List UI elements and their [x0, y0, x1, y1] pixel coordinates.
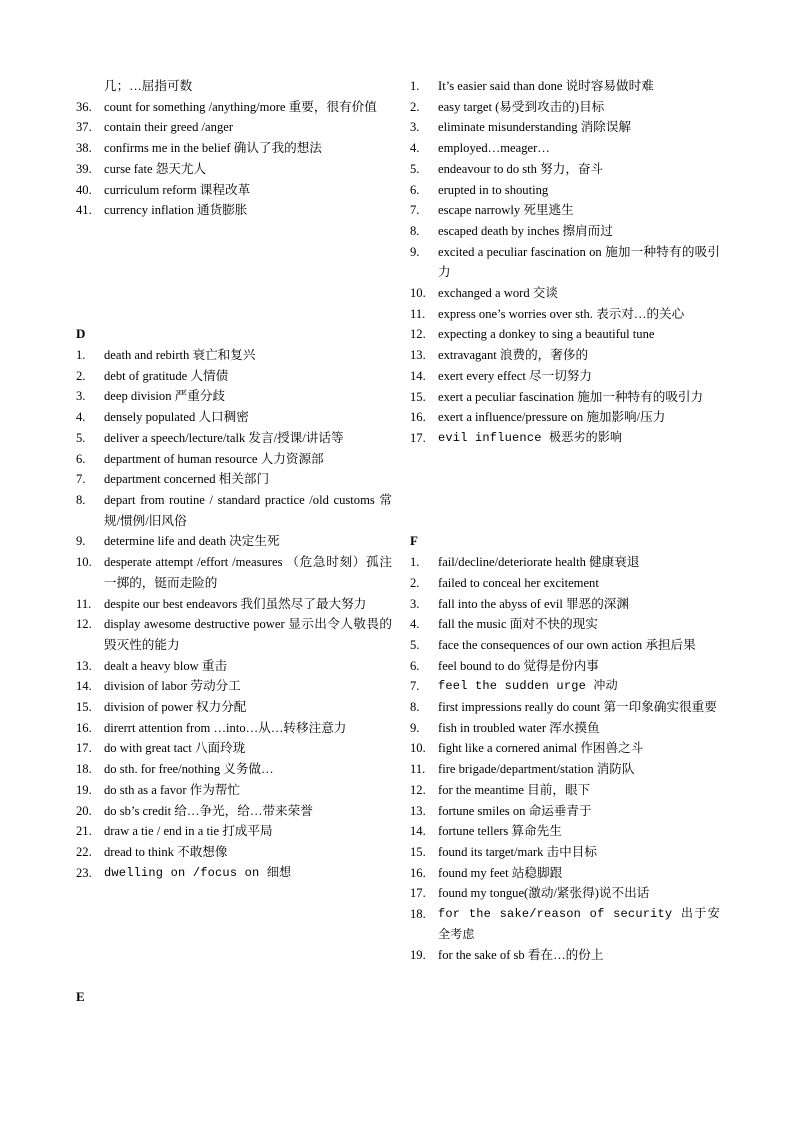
item-text: curriculum reform 课程改革 [104, 182, 251, 197]
item-text: deep division 严重分歧 [104, 389, 226, 404]
list-item [76, 490, 392, 531]
item-text: easy target (易受到攻击的)目标 [438, 99, 605, 114]
list-item [76, 407, 392, 428]
list-item [76, 552, 392, 593]
item-number: 13. [76, 658, 92, 673]
list-item [76, 531, 392, 552]
item-number: 6. [410, 658, 420, 673]
item-text: exert a influence/pressure on 施加影响/压力 [438, 410, 666, 425]
item-text: deliver a speech/lecture/talk 发言/授课/讲话等 [104, 430, 344, 445]
item-text: for the sake/reason of security 出于安全考虑 [438, 907, 720, 942]
right-column [410, 76, 720, 966]
list-item [76, 656, 392, 677]
item-text: evil influence 极恶劣的影响 [438, 430, 623, 445]
item-number: 37. [76, 120, 92, 135]
item-number: 20. [76, 803, 92, 818]
item-text: fire brigade/department/station 消防队 [438, 762, 635, 777]
list-item [410, 718, 720, 739]
item-text: dwelling on /focus on 细想 [104, 865, 292, 880]
item-number: 15. [410, 844, 426, 859]
item-number: 3. [76, 389, 86, 404]
list-item [410, 387, 720, 408]
item-number: 15. [410, 389, 426, 404]
item-number: 2. [410, 99, 420, 114]
section-f-list [410, 552, 720, 966]
item-number: 10. [410, 741, 426, 756]
item-text: draw a tie / end in a tie 打成平局 [104, 824, 273, 839]
item-text: erupted in to shouting [438, 182, 549, 197]
item-number: 14. [76, 679, 92, 694]
item-number: 1. [410, 79, 420, 93]
list-item [410, 366, 720, 387]
item-number: 22. [76, 844, 92, 859]
section-heading-d: D [76, 326, 86, 342]
list-item [410, 594, 720, 615]
item-text: do with great tact 八面玲珑 [104, 741, 246, 756]
item-number: 11. [410, 762, 426, 777]
list-item [410, 780, 720, 801]
list-item [410, 304, 720, 325]
item-text: escape narrowly 死里逃生 [438, 203, 574, 218]
list-item [76, 117, 392, 138]
item-number: 19. [410, 948, 426, 963]
list-item [76, 801, 392, 822]
list-item [76, 759, 392, 780]
section-d-list [76, 345, 392, 883]
item-number: 14. [410, 824, 426, 839]
item-number: 15. [76, 700, 92, 715]
item-text: for the sake of sb 看在…的份上 [438, 948, 604, 963]
item-number: 8. [410, 223, 420, 238]
item-number: 3. [410, 596, 420, 611]
spacer [410, 490, 720, 511]
item-number: 7. [410, 203, 420, 218]
spacer [76, 221, 392, 242]
list-item [410, 656, 720, 677]
list-item [76, 469, 392, 490]
list-item [410, 428, 720, 449]
list-item [410, 159, 720, 180]
item-text: curse fate 怨天尤人 [104, 161, 207, 176]
item-text: It’s easier said than done 说时容易做时难 [438, 79, 654, 93]
item-text: express one’s worries over sth. 表示对…的关心 [438, 306, 685, 321]
list-item [76, 594, 392, 615]
item-text: department of human resource 人力资源部 [104, 451, 324, 466]
item-number: 5. [76, 430, 86, 445]
list-item [76, 780, 392, 801]
list-item [76, 821, 392, 842]
list-item [410, 324, 720, 345]
item-text: eliminate misunderstanding 消除误解 [438, 120, 632, 135]
item-number: 40. [76, 182, 92, 197]
list-item [410, 345, 720, 366]
item-number: 9. [410, 720, 420, 735]
list-item [76, 76, 392, 97]
item-number: 5. [410, 637, 420, 652]
item-number: 19. [76, 782, 92, 797]
spacer [76, 283, 392, 304]
item-text: fortune smiles on 命运垂青于 [438, 803, 592, 818]
item-number: 16. [410, 410, 426, 425]
item-text: fall the music 面对不快的现实 [438, 617, 598, 632]
item-number: 17. [410, 430, 426, 445]
item-number: 2. [76, 368, 86, 383]
item-text: feel bound to do 觉得是份内事 [438, 658, 599, 673]
list-item [410, 97, 720, 118]
item-text: dread to think 不敢想像 [104, 844, 228, 859]
item-number: 11. [410, 306, 426, 321]
list-item [76, 449, 392, 470]
item-text: do sth as a favor 作为帮忙 [104, 782, 241, 797]
item-text: fail/decline/deteriorate health 健康衰退 [438, 555, 640, 570]
list-item [410, 821, 720, 842]
list-item [76, 718, 392, 739]
item-number: 17. [410, 886, 426, 901]
section-c-tail [76, 76, 392, 221]
item-number: 18. [410, 907, 426, 922]
item-text: found my tongue(激动/紧张得)说不出话 [438, 886, 650, 901]
item-text: fortune tellers 算命先生 [438, 824, 562, 839]
item-text: expecting a donkey to sing a beautiful tune [438, 327, 655, 342]
item-text: found its target/mark 击中目标 [438, 844, 597, 859]
spacer [76, 904, 392, 925]
item-text: extravagant 浪费的，奢侈的 [438, 348, 589, 363]
item-text: densely populated 人口稠密 [104, 410, 249, 425]
list-item [410, 945, 720, 966]
item-text: division of power 权力分配 [104, 700, 247, 715]
spacer [410, 469, 720, 490]
spacer [76, 945, 392, 966]
list-item [410, 614, 720, 635]
item-text: depart from routine / standard practice /old customs 常规/惯例/旧风俗 [104, 492, 392, 528]
item-text: determine life and death 决定生死 [104, 534, 280, 549]
item-number: 12. [410, 327, 426, 342]
item-number: 6. [410, 182, 420, 197]
left-column [76, 76, 392, 1007]
item-number: 8. [76, 492, 86, 507]
item-text: exert a peculiar fascination 施加一种特有的吸引力 [438, 389, 704, 404]
list-item [76, 428, 392, 449]
item-text: do sth. for free/nothing 义务做… [104, 762, 274, 777]
list-item [410, 883, 720, 904]
list-item [76, 138, 392, 159]
list-item [410, 552, 720, 573]
item-number: 17. [76, 741, 92, 756]
spacer [410, 449, 720, 470]
item-number: 1. [410, 555, 420, 570]
item-text: display awesome destructive power 显示出令人敬畏的毁灭性的能力 [104, 617, 392, 652]
item-text: direrrt attention from …into…从…转移注意力 [104, 720, 347, 735]
list-item [410, 801, 720, 822]
item-number: 1. [76, 348, 86, 363]
item-number: 12. [410, 782, 426, 797]
list-item [410, 904, 720, 945]
item-number: 16. [410, 865, 426, 880]
item-number: 8. [410, 700, 420, 715]
item-number: 11. [76, 596, 92, 611]
item-number: 3. [410, 120, 420, 135]
item-number: 36. [76, 99, 92, 114]
spacer [76, 242, 392, 263]
item-number: 4. [410, 141, 420, 156]
item-text: debt of gratitude 人情债 [104, 368, 229, 383]
item-number: 18. [76, 762, 92, 777]
list-item [76, 180, 392, 201]
item-number: 4. [410, 617, 420, 632]
item-text: exchanged a word 交谈 [438, 286, 558, 301]
list-item [410, 573, 720, 594]
item-number: 7. [410, 679, 420, 694]
item-text: despite our best endeavors 我们虽然尽了最大努力 [104, 596, 367, 611]
item-text: division of labor 劳动分工 [104, 679, 241, 694]
list-item [76, 842, 392, 863]
item-text: for the meantime 目前，眼下 [438, 782, 591, 797]
list-item [410, 200, 720, 221]
list-item [76, 614, 392, 655]
list-item [410, 138, 720, 159]
item-text: exert every effect 尽一切努力 [438, 368, 592, 383]
list-item [76, 366, 392, 387]
item-text: 几；…屈指可数 [104, 79, 193, 93]
item-text: confirms me in the belief 确认了我的想法 [104, 141, 322, 156]
item-text: found my feet 站稳脚跟 [438, 865, 563, 880]
item-text: count for something /anything/more 重要，很有价值 [104, 99, 377, 114]
section-heading-f: F [410, 533, 418, 549]
item-text: failed to conceal her excitement [438, 575, 599, 590]
item-number: 4. [76, 410, 86, 425]
item-text: contain their greed /anger [104, 120, 234, 135]
list-item [410, 863, 720, 884]
list-item [76, 697, 392, 718]
list-item [76, 676, 392, 697]
list-item [410, 759, 720, 780]
list-item [410, 676, 720, 697]
item-number: 2. [410, 575, 420, 590]
list-item [76, 738, 392, 759]
list-item [410, 697, 720, 718]
list-item [410, 221, 720, 242]
list-item [410, 635, 720, 656]
spacer [76, 966, 392, 987]
list-item [76, 200, 392, 221]
section-e-list [410, 76, 720, 449]
item-text: escaped death by inches 擦肩而过 [438, 223, 613, 238]
item-number: 21. [76, 824, 92, 839]
item-text: excited a peculiar fascination on 施加一种特有的吸引力 [438, 244, 720, 280]
item-number: 10. [76, 555, 92, 570]
item-text: endeavour to do sth 努力，奋斗 [438, 161, 604, 176]
list-item [410, 738, 720, 759]
spacer [76, 304, 392, 325]
item-text: fish in troubled water 浑水摸鱼 [438, 720, 600, 735]
item-number: 10. [410, 286, 426, 301]
item-number: 13. [410, 803, 426, 818]
item-number: 13. [410, 348, 426, 363]
item-text: desperate attempt /effort /measures （危急时刻）孤注一掷的，铤而走险的 [104, 555, 392, 590]
list-item [76, 97, 392, 118]
spacer [76, 925, 392, 946]
spacer [410, 511, 720, 532]
list-item [410, 242, 720, 283]
list-item [410, 407, 720, 428]
item-number: 39. [76, 161, 92, 176]
item-number: 14. [410, 368, 426, 383]
item-text: do sb’s credit 给…争光，给…带来荣誉 [104, 803, 313, 818]
spacer [76, 262, 392, 283]
item-number: 5. [410, 161, 420, 176]
list-item [76, 386, 392, 407]
item-text: fight like a cornered animal 作困兽之斗 [438, 741, 644, 756]
item-number: 38. [76, 141, 92, 156]
item-text: first impressions really do count 第一印象确实很重要 [438, 700, 717, 715]
item-text: face the consequences of our own action 承担后果 [438, 637, 696, 652]
list-item [410, 117, 720, 138]
item-text: currency inflation 通货膨胀 [104, 203, 248, 218]
section-heading-e: E [76, 988, 85, 1004]
list-item [76, 159, 392, 180]
item-number: 6. [76, 451, 86, 466]
item-number: 41. [76, 203, 92, 218]
list-item [76, 345, 392, 366]
item-text: feel the sudden urge 冲动 [438, 679, 618, 694]
item-text: employed…meager… [438, 141, 550, 156]
item-text: department concerned 相关部门 [104, 472, 270, 487]
item-number: 7. [76, 472, 86, 487]
list-item [410, 842, 720, 863]
item-text: death and rebirth 衰亡和复兴 [104, 348, 256, 363]
list-item [410, 283, 720, 304]
item-text: dealt a heavy blow 重击 [104, 658, 228, 673]
item-number: 9. [76, 534, 86, 549]
spacer [76, 883, 392, 904]
item-number: 23. [76, 865, 92, 880]
item-number: 9. [410, 244, 420, 259]
item-number: 16. [76, 720, 92, 735]
item-number: 12. [76, 617, 92, 632]
item-number [76, 76, 104, 97]
list-item [410, 180, 720, 201]
item-text: fall into the abyss of evil 罪恶的深渊 [438, 596, 629, 611]
list-item [410, 76, 720, 97]
list-item [76, 863, 392, 884]
